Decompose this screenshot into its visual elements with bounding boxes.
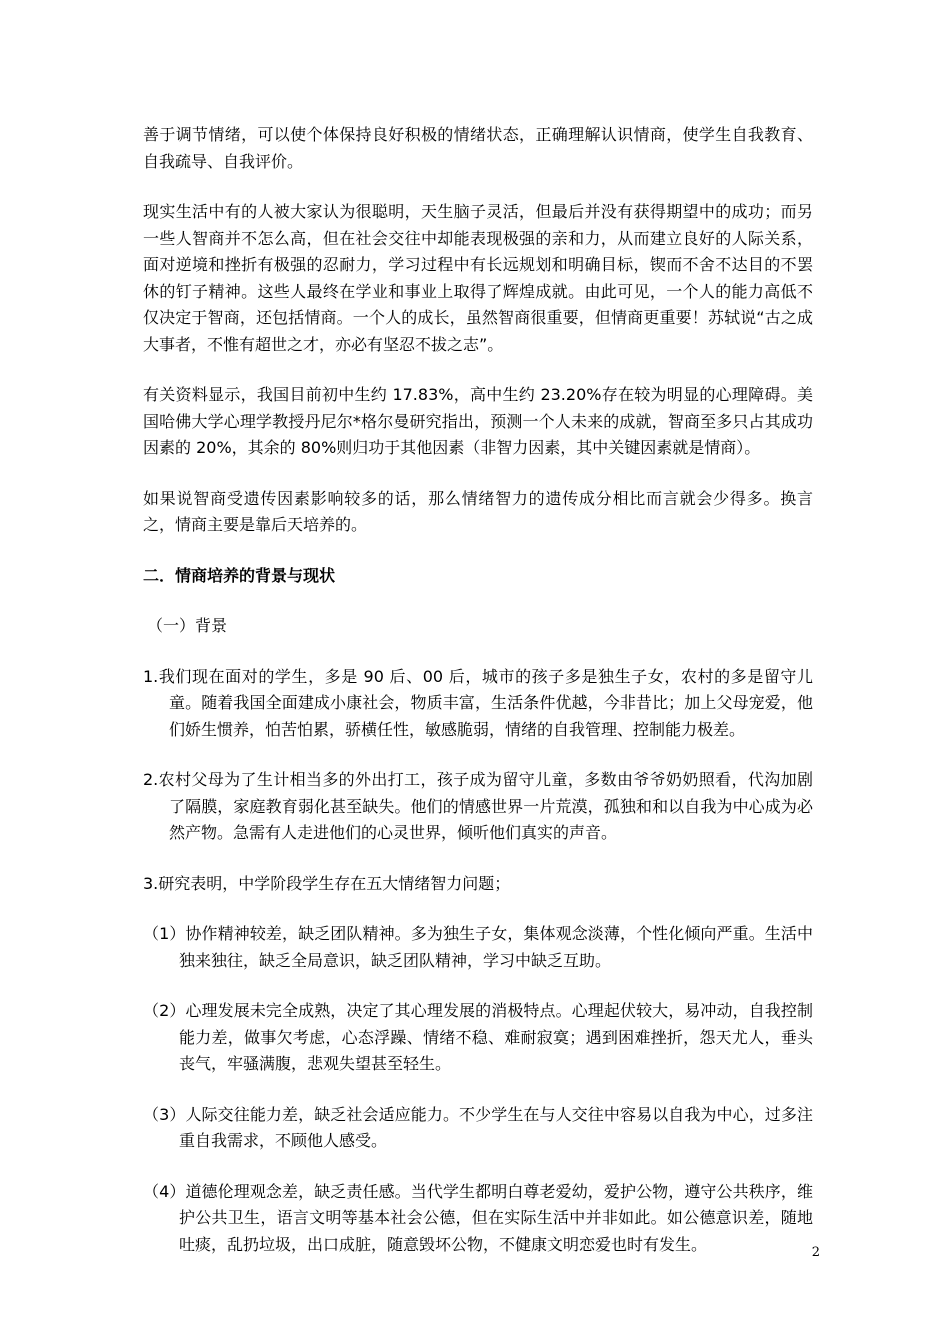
list-item-2: 2.农村父母为了生计相当多的外出打工，孩子成为留守儿童，多数由爷爷奶奶照看，代沟加剧了隔膜，家庭教育弱化甚至缺失。他们的情感世界一片荒漠，孤独和和以自我为中心成为必然产物。急需有人走进他们的心灵世界，倾听他们真实的声音。 (143, 770, 813, 842)
sub-item-2: （2）心理发展未完全成熟，决定了其心理发展的消极特点。心理起伏较大，易冲动，自我控制能力差，做事欠考虑，心态浮躁、情绪不稳、难耐寂寞；遇到困难挫折，怨天尤人，垂头丧气，牢骚满腹，悲观失望甚至轻生。 (143, 1001, 813, 1073)
page-number: 2 (811, 1245, 820, 1260)
list-item-3: 3.研究表明，中学阶段学生存在五大情绪智力问题； (143, 873, 511, 893)
section-heading: 二．情商培养的背景与现状 (143, 565, 336, 585)
paragraph-emotion-regulation: 善于调节情绪，可以使个体保持良好积极的情绪状态，正确理解认识情商，使学生自我教育、自我疏导、自我评价。 (143, 125, 813, 171)
document-body (143, 122, 813, 1282)
list-item-1: 1.我们现在面对的学生，多是 90 后、00 后，城市的孩子多是独生子女，农村的多是留守儿童。随着我国全面建成小康社会，物质丰富，生活条件优越，今非昔比；加上父母宠爱，他们娇生惯养，怕苦怕累，骄横任性，敏感脆弱，情绪的自我管理、控制能力极差。 (143, 666, 813, 739)
subsection-heading: （一）背景 (147, 616, 228, 635)
sub-item-1: （1）协作精神较差，缺乏团队精神。多为独生子女，集体观念淡薄，个性化倾向严重。生活中独来独往，缺乏全局意识，缺乏团队精神，学习中缺乏互助。 (143, 924, 813, 970)
paragraph-statistics: 有关资料显示，我国目前初中生约 17.83%，高中生约 23.20%存在较为明显的心理障碍。美国哈佛大学心理学教授丹尼尔*格尔曼研究指出，预测一个人未来的成就，智商至多只占其成功因素的 20%，其余的 80%则归功于其他因素（非智力因素，其中关键因素就是情商）。 (143, 385, 813, 457)
sub-item-4: （4）道德伦理观念差，缺乏责任感。当代学生都明白尊老爱幼，爱护公物，遵守公共秩序，维护公共卫生，语言文明等基本社会公德，但在实际生活中并非如此。如公德意识差，随地吐痰，乱扔垃圾，出口成脏，随意毁坏公物，不健康文明恋爱也时有发生。 (143, 1181, 813, 1254)
paragraph-heredity: 如果说智商受遗传因素影响较多的话，那么情绪智力的遗传成分相比而言就会少得多。换言之，情商主要是靠后天培养的。 (143, 488, 813, 534)
paragraph-iq-vs-eq: 现实生活中有的人被大家认为很聪明，天生脑子灵活，但最后并没有获得期望中的成功；而另一些人智商并不怎么高，但在社会交往中却能表现极强的亲和力，从而建立良好的人际关系，面对逆境和挫折有极强的忍耐力，学习过程中有长远规划和明确目标，锲而不舍不达目的不罢休的钉子精神。这些人最终在学业和事业上取得了辉煌成就。由此可见，一个人的能力高低不仅决定于智商，还包括情商。一个人的成长，虽然智商很重要，但情商更重要！苏轼说“古之成大事者，不惟有超世之才，亦必有坚忍不拔之志”。 (143, 202, 813, 354)
sub-item-3: （3）人际交往能力差，缺乏社会适应能力。不少学生在与人交往中容易以自我为中心，过多注重自我需求，不顾他人感受。 (143, 1104, 813, 1150)
